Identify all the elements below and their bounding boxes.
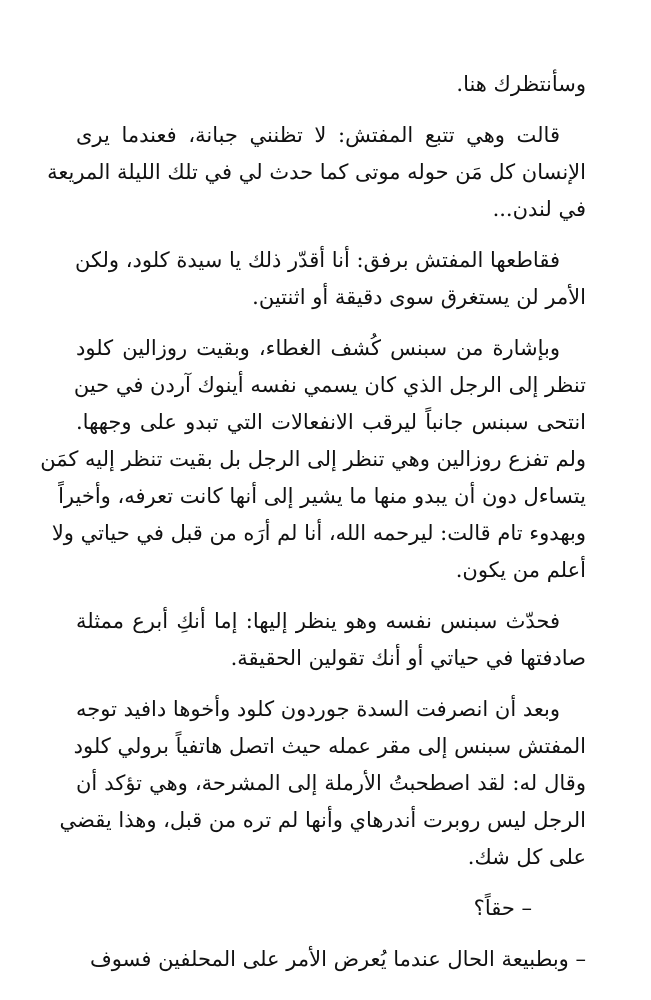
paragraph <box>76 603 586 677</box>
text-line: قالت وهي تتبع المفتش: لا تظنني جبانة، فعندما يرى <box>76 123 560 147</box>
text-line: وقال له: لقد اصطحبتُ الأرملة إلى المشرحة، وهي تؤكد أن <box>76 771 586 795</box>
text-line: على كل شك. <box>467 845 586 869</box>
text-line: الإنسان كل مَن حوله موتى كما حدث لي في تلك الليلة المريعة <box>47 160 586 184</box>
page-text <box>40 66 586 978</box>
paragraph <box>76 242 586 316</box>
paragraph <box>47 117 586 228</box>
text-line: أعلم من يكون. <box>455 558 586 582</box>
text-line: الرجل ليس روبرت أندرهاي وأنها لم تره من قبل، وهذا يقضي <box>59 808 586 832</box>
text-line: المفتش سبنس إلى مقر عمله حيث اتصل هاتفياً برولي كلود <box>73 734 586 758</box>
paragraph <box>76 66 586 103</box>
text-line: الأمر لن يستغرق سوى دقيقة أو اثنتين. <box>252 285 586 309</box>
text-line: يتساءل دون أن يبدو منها ما يشير إلى أنها كانت تعرفه، وأخيراً <box>58 484 586 508</box>
paragraph <box>40 330 586 589</box>
text-line: انتحى سبنس جانباً ليرقب الانفعالات التي تبدو على وجهها. <box>76 410 586 434</box>
text-line: وبإشارة من سبنس كُشف الغطاء، وبقيت روزالين كلود <box>76 336 560 360</box>
text-line: صادفتها في حياتي أو أنك تقولين الحقيقة. <box>230 646 586 670</box>
text-line: وبعد أن انصرفت السدة جوردون كلود وأخوها دافيد توجه <box>76 697 560 721</box>
paragraph <box>76 941 586 978</box>
text-line: ولم تفزع روزالين وهي تنظر إلى الرجل بل بقيت تنظر إليه كمَن <box>40 447 586 471</box>
text-line: – حقاً؟ <box>473 896 532 920</box>
text-line: وسأنتظرك هنا. <box>456 72 586 96</box>
text-line: – وبطبيعة الحال عندما يُعرض الأمر على المحلفين فسوف <box>90 947 586 971</box>
text-line: فقاطعها المفتش برفق: أنا أقدّر ذلك يا سيدة كلود، ولكن <box>74 248 560 272</box>
text-line: وبهدوء تام قالت: ليرحمه الله، أنا لم أرَه من قبل في حياتي ولا <box>51 521 586 545</box>
paragraph <box>76 890 586 927</box>
text-line: فحدّث سبنس نفسه وهو ينظر إليها: إما أنكِ أبرع ممثلة <box>76 609 560 633</box>
text-line: تنظر إلى الرجل الذي كان يسمي نفسه أينوك آردن في حين <box>73 373 586 397</box>
paragraph <box>59 691 586 876</box>
text-line: في لندن... <box>492 197 586 221</box>
